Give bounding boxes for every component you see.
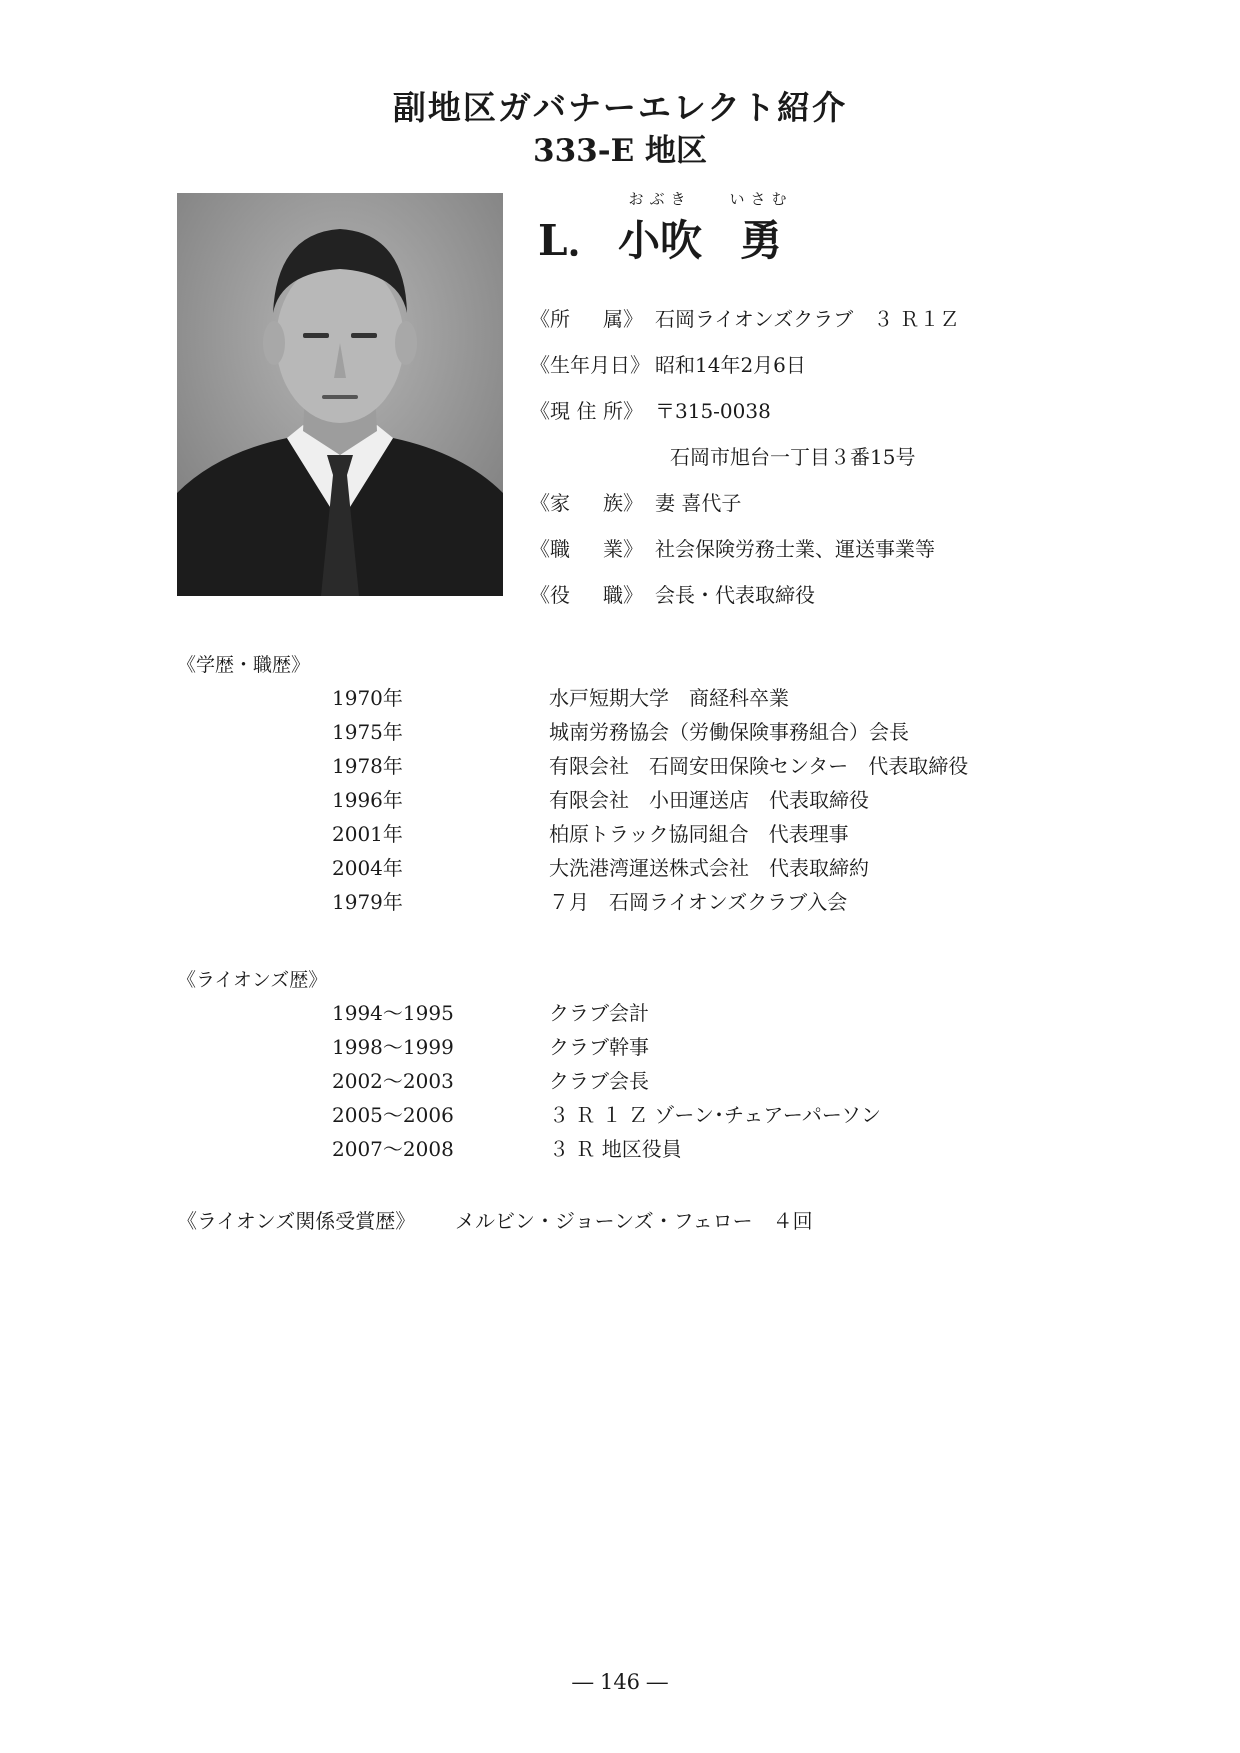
info-value: 会長・代表取締役 [655, 583, 815, 607]
info-label [530, 303, 643, 332]
lions-text: ３ Ｒ １ Ｚ ゾーン･チェアーパーソン [549, 1103, 882, 1127]
career-heading: 《学歴・職歴》 [177, 654, 311, 676]
career-year: 1979年 [332, 890, 403, 914]
info-label [530, 579, 643, 608]
career-text: 大洗港湾運送株式会社 代表取締約 [549, 856, 869, 880]
lions-text: クラブ幹事 [549, 1035, 649, 1059]
district-subtitle: 333-E 地区 [533, 133, 707, 169]
career-year: 1996年 [332, 788, 403, 812]
given-name [729, 190, 793, 268]
awards-text: メルビン・ジョーンズ・フェロー ４回 [455, 1209, 813, 1233]
page-title: 副地区ガバナーエレクト紹介 [392, 88, 848, 127]
career-year: 1975年 [332, 720, 403, 744]
info-label-part: 属》 [603, 307, 643, 331]
family-name-furigana: おぶき [628, 190, 692, 208]
lions-year: 2007～2008 [332, 1137, 454, 1161]
lions-year: 2005～2006 [332, 1103, 454, 1127]
given-name-furigana: いさむ [729, 190, 793, 208]
lions-text: クラブ会長 [549, 1069, 649, 1093]
portrait-photo [177, 193, 503, 596]
career-text: 有限会社 石岡安田保険センター 代表取締役 [549, 754, 969, 778]
info-label-part: 族》 [603, 491, 643, 515]
info-label-part: 《所 [530, 307, 570, 331]
info-value: 〒315-0038 [655, 399, 771, 423]
info-label [530, 349, 650, 378]
info-label-part: 《生年月日》 [530, 353, 650, 377]
info-label-part: 業》 [603, 537, 643, 561]
page-number: ― 146 ― [572, 1670, 668, 1694]
lions-year: 2002～2003 [332, 1069, 454, 1093]
info-value: 石岡市旭台一丁目３番15号 [670, 445, 916, 469]
lions-text: クラブ会計 [549, 1001, 649, 1025]
info-label-part: 《役 [530, 583, 570, 607]
career-text: 柏原トラック協同組合 代表理事 [549, 822, 849, 846]
info-value: 昭和14年2月6日 [655, 353, 806, 377]
info-label [530, 395, 643, 424]
lions-heading: 《ライオンズ歴》 [177, 969, 328, 991]
career-text: 有限会社 小田運送店 代表取締役 [549, 788, 869, 812]
career-year: 2001年 [332, 822, 403, 846]
info-label-part: 所》 [603, 399, 643, 423]
info-label [530, 533, 643, 562]
career-year: 1978年 [332, 754, 403, 778]
given-name-text: 勇 [740, 216, 783, 265]
name-prefix: L． [538, 216, 610, 265]
info-label-part: 《現 [530, 399, 570, 423]
info-label-part: 《職 [530, 537, 570, 561]
info-label-part: 《家 [530, 491, 570, 515]
awards-line [177, 1205, 813, 1234]
lions-year: 1994～1995 [332, 1001, 454, 1025]
info-label-part: 住 [576, 399, 597, 423]
info-value: 社会保険労務士業、運送事業等 [655, 537, 935, 561]
info-label [530, 487, 643, 516]
career-text: 水戸短期大学 商経科卒業 [549, 686, 789, 710]
career-year: 2004年 [332, 856, 403, 880]
lions-year: 1998～1999 [332, 1035, 454, 1059]
family-name [618, 190, 703, 268]
lions-text: ３ Ｒ 地区役員 [549, 1137, 682, 1161]
family-name-text: 小吹 [618, 216, 703, 265]
career-year: 1970年 [332, 686, 403, 710]
career-text: ７月 石岡ライオンズクラブ入会 [549, 890, 848, 914]
info-value: 石岡ライオンズクラブ ３ Ｒ１Ｚ [655, 307, 960, 331]
awards-heading: 《ライオンズ関係受賞歴》 [177, 1209, 416, 1233]
member-name [538, 190, 793, 268]
info-label-part: 職》 [603, 583, 643, 607]
info-value: 妻 喜代子 [655, 491, 742, 515]
career-text: 城南労務協会（労働保険事務組合）会長 [549, 720, 909, 744]
